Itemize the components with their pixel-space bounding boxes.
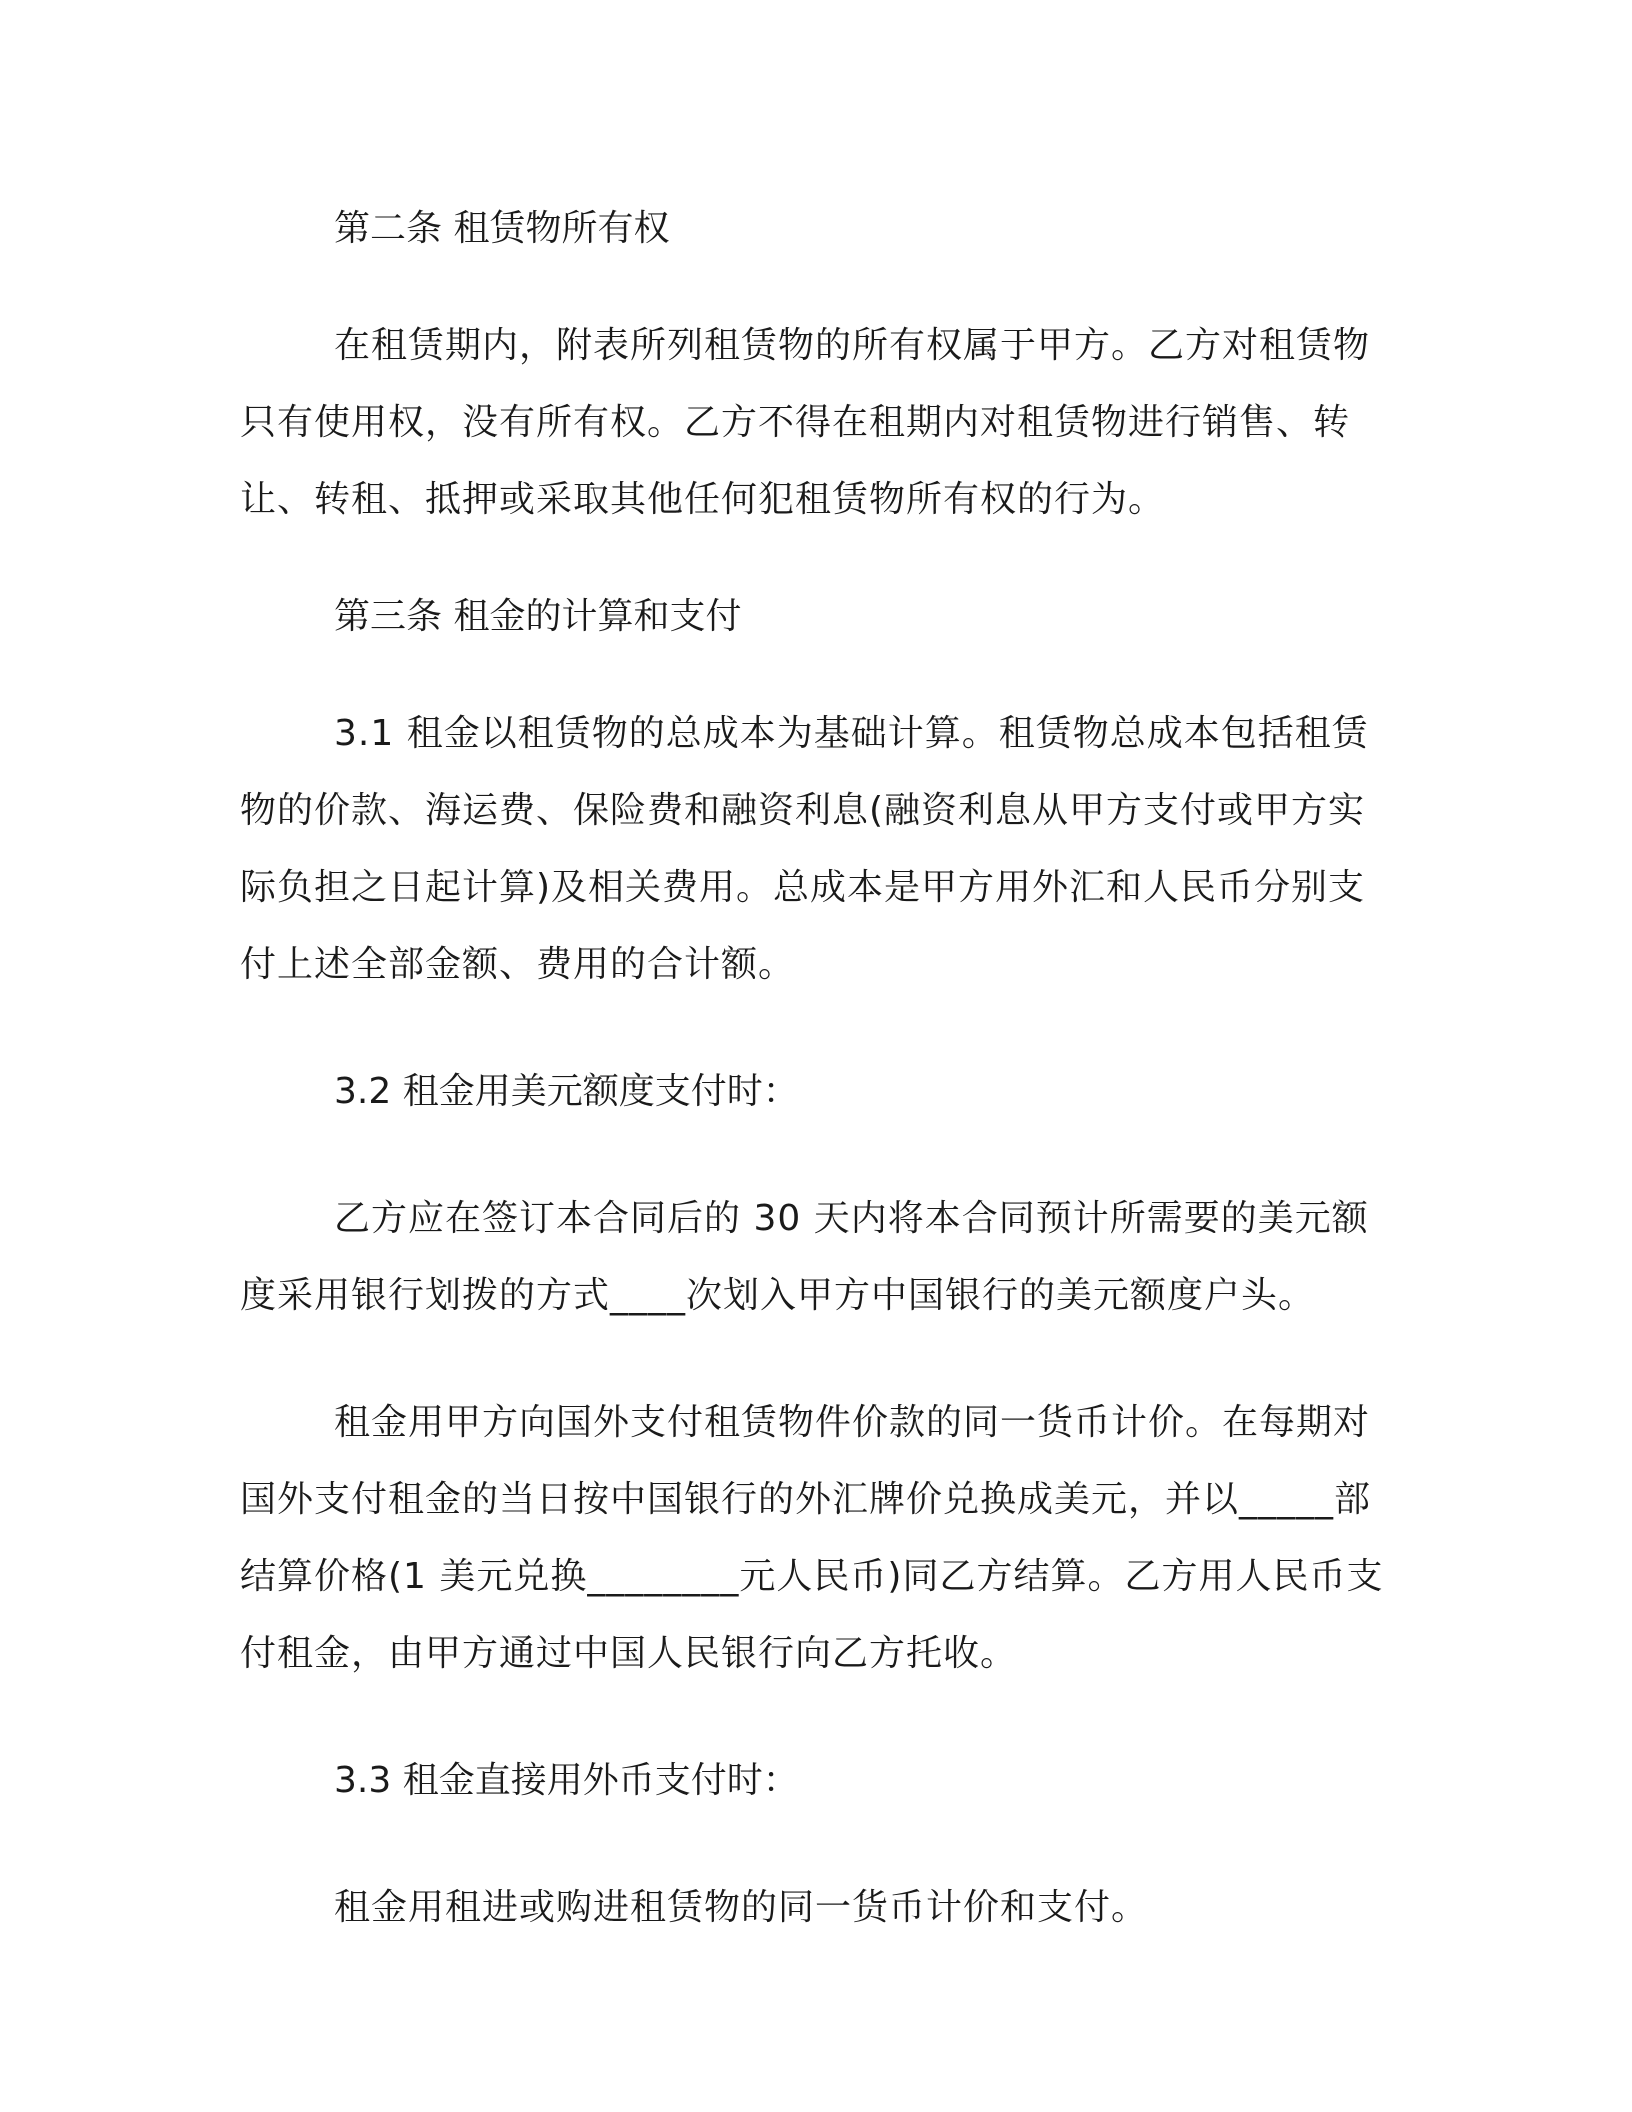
clause-3-3-paragraph-1: 租金用租进或购进租赁物的同一货币计价和支付。 xyxy=(334,1887,1149,1928)
article-2-body: 在租赁期内，附表所列租赁物的所有权属于甲方。乙方对租赁物只有使用权，没有所有权。乙方不得在租期内对租赁物进行销售、转让、转租、抵押或采取其他任何犯租赁物所有权的行为。 xyxy=(240,325,1371,520)
spacer xyxy=(240,1003,1390,1053)
spacer xyxy=(240,655,1390,695)
spacer xyxy=(240,267,1390,307)
clause-3-2-paragraph-2: 租金用甲方向国外支付租赁物件价款的同一货币计价。在每期对国外支付租金的当日按中国银行的外汇牌价兑换成美元，并以_____部结算价格(1 美元兑换________元人民币)同乙方结算。乙方用人民币支付租金，由甲方通过中国人民银行向乙方托收。 xyxy=(240,1402,1384,1674)
spacer xyxy=(240,1692,1390,1742)
article-3-heading: 第三条 租金的计算和支付 xyxy=(334,596,742,637)
document-body xyxy=(240,190,1390,1946)
spacer xyxy=(240,538,1390,578)
clause-3-2-heading: 3.2 租金用美元额度支付时： xyxy=(334,1071,799,1112)
spacer xyxy=(240,1130,1390,1180)
spacer xyxy=(240,1819,1390,1869)
clause-3-3-heading: 3.3 租金直接用外币支付时： xyxy=(334,1760,799,1801)
clause-3-1: 3.1 租金以租赁物的总成本为基础计算。租赁物总成本包括租赁物的价款、海运费、保险费和融资利息(融资利息从甲方支付或甲方实际负担之日起计算)及相关费用。总成本是甲方用外汇和人民币分别支付上述全部金额、费用的合计额。 xyxy=(240,713,1369,985)
article-2-heading: 第二条 租赁物所有权 xyxy=(334,208,670,249)
spacer xyxy=(240,1334,1390,1384)
clause-3-2-paragraph-1: 乙方应在签订本合同后的 30 天内将本合同预计所需要的美元额度采用银行划拨的方式____次划入甲方中国银行的美元额度户头。 xyxy=(240,1198,1369,1316)
